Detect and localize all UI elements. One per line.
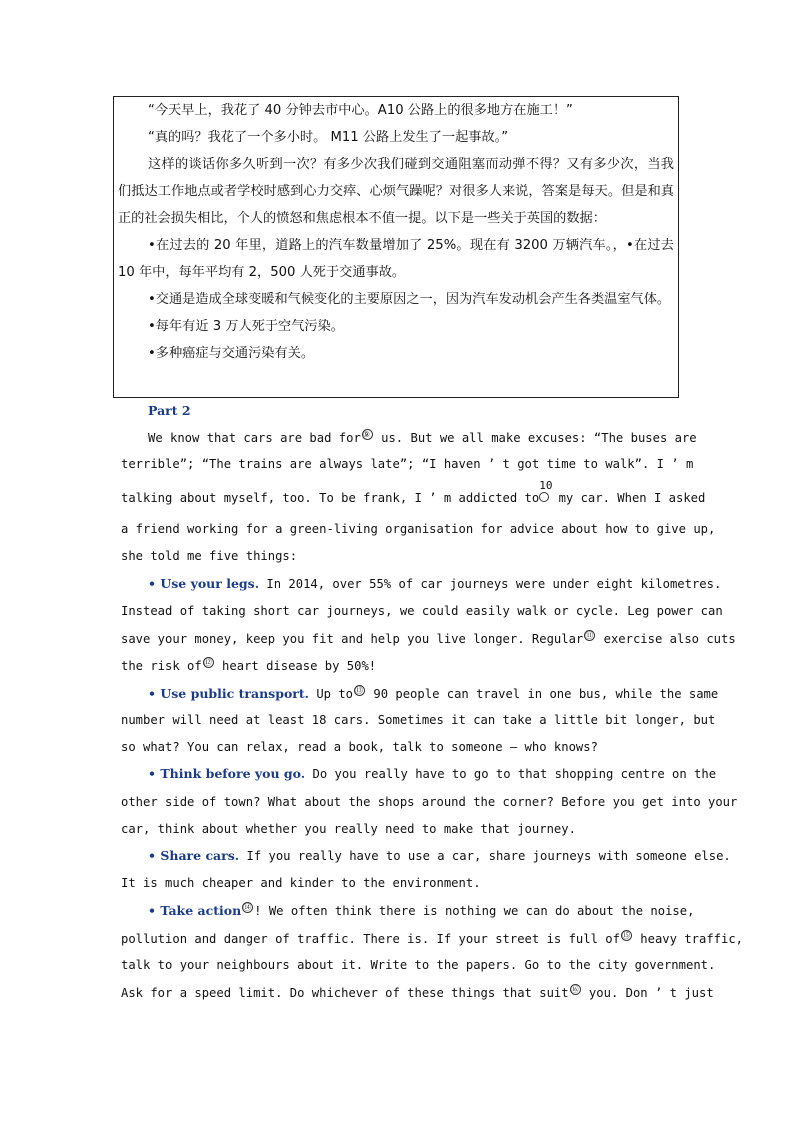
text-line: We know that cars are bad for ⑨ us. But we all make excuses: “The buses are xyxy=(148,430,697,446)
cn-paragraph-7: •多种癌症与交通污染有关。 xyxy=(148,346,315,361)
text-line: other side of town? What about the shops around the corner? Before you get into your xyxy=(121,795,738,809)
text-line: • Take action ⑭ ! We often think there is nothing we can do about the noise, xyxy=(148,903,695,919)
text-line: car, think about whether you really need to make that journey. xyxy=(121,822,576,836)
cn-paragraph-4: •在过去的 20 年里，道路上的汽车数量增加了 25%。现在有 3200 万辆汽车。，•在过去 10 年中，每年平均有 2，500 人死于交通事故。 xyxy=(118,238,674,280)
text-line: terrible”; “The trains are always late”; “I haven ’ t got time to walk”. I ’ m xyxy=(121,457,694,471)
cn-paragraph-2: “真的吗？我花了一个多小时。 M11 公路上发生了一起事故。” xyxy=(148,130,509,145)
text-line: save your money, keep you fit and help you live longer. Regular ⑪ exercise also cuts xyxy=(121,631,736,647)
marker-10: 10 xyxy=(539,490,551,506)
text-line: talking about myself, too. To be frank, I ’ m addicted to 10 my car. When I asked xyxy=(121,479,706,505)
text-line: • Use your legs. In 2014, over 55% of car journeys were under eight kilometres. xyxy=(148,576,722,591)
tip-heading-legs: • Use your legs. xyxy=(148,576,260,591)
tip-heading-transport: • Use public transport. xyxy=(148,686,309,702)
marker-16: ⑯ xyxy=(570,985,579,994)
text-line: It is much cheaper and kinder to the environment. xyxy=(121,876,481,890)
marker-9: ⑨ xyxy=(362,429,373,440)
text-line: • Share cars. If you really have to use a car, share journeys with someone else. xyxy=(148,848,731,863)
text-line: • Think before you go. Do you really have to go to that shopping centre on the xyxy=(148,766,717,781)
cn-paragraph-6: •每年有近 3 万人死于空气污染。 xyxy=(148,319,344,334)
tip-heading-share: • Share cars. xyxy=(148,848,240,863)
text-line: pollution and danger of traffic. There is. If your street is full of ⑮ heavy traffic, xyxy=(121,931,744,947)
cn-paragraph-1: “今天早上，我花了 40 分钟去市中心。A10 公路上的很多地方在施工！” xyxy=(148,103,573,118)
text-line: number will need at least 18 cars. Sometimes it can take a little bit longer, but xyxy=(121,713,716,727)
part-heading: Part 2 xyxy=(148,403,191,418)
text-line: a friend working for a green-living organisation for advice about how to give up, xyxy=(121,522,716,536)
marker-15: ⑮ xyxy=(621,931,630,940)
text-line: • Use public transport. Up to ⑬ 90 people can travel in one bus, while the same xyxy=(148,686,719,702)
chinese-translation-box xyxy=(113,96,679,398)
marker-14: ⑭ xyxy=(243,903,252,912)
text-line: she told me five things: xyxy=(121,549,298,563)
cn-paragraph-3: 这样的谈话你多久听到一次？有多少次我们碰到交通阻塞而动弹不得？又有多少次，当我们抵达工作地点或者学校时感到心力交瘁、心烦气躁呢？对很多人来说，答案是每天。但是和真正的社会损失相比，个人的愤怒和焦虑根本不值一提。以下是一些关于英国的数据： xyxy=(118,157,674,226)
text-line: so what? You can relax, read a book, talk to someone — who knows? xyxy=(121,740,598,754)
marker-12: ⑫ xyxy=(203,658,212,667)
cn-paragraph-5: •交通是造成全球变暖和气候变化的主要原因之一，因为汽车发动机会产生各类温室气体。 xyxy=(148,292,671,307)
tip-heading-action: • Take action xyxy=(148,903,242,919)
marker-11: ⑪ xyxy=(585,631,594,640)
tip-heading-think: • Think before you go. xyxy=(148,766,306,781)
text-line: Ask for a speed limit. Do whichever of these things that suit ⑯ you. Don ’ t just xyxy=(121,985,714,1001)
marker-13: ⑬ xyxy=(355,686,364,695)
text-line: the risk of ⑫ heart disease by 50%! xyxy=(121,658,377,674)
text-line: talk to your neighbours about it. Write to the papers. Go to the city government. xyxy=(121,958,716,972)
text-line: Instead of taking short car journeys, we could easily walk or cycle. Leg power can xyxy=(121,604,723,618)
